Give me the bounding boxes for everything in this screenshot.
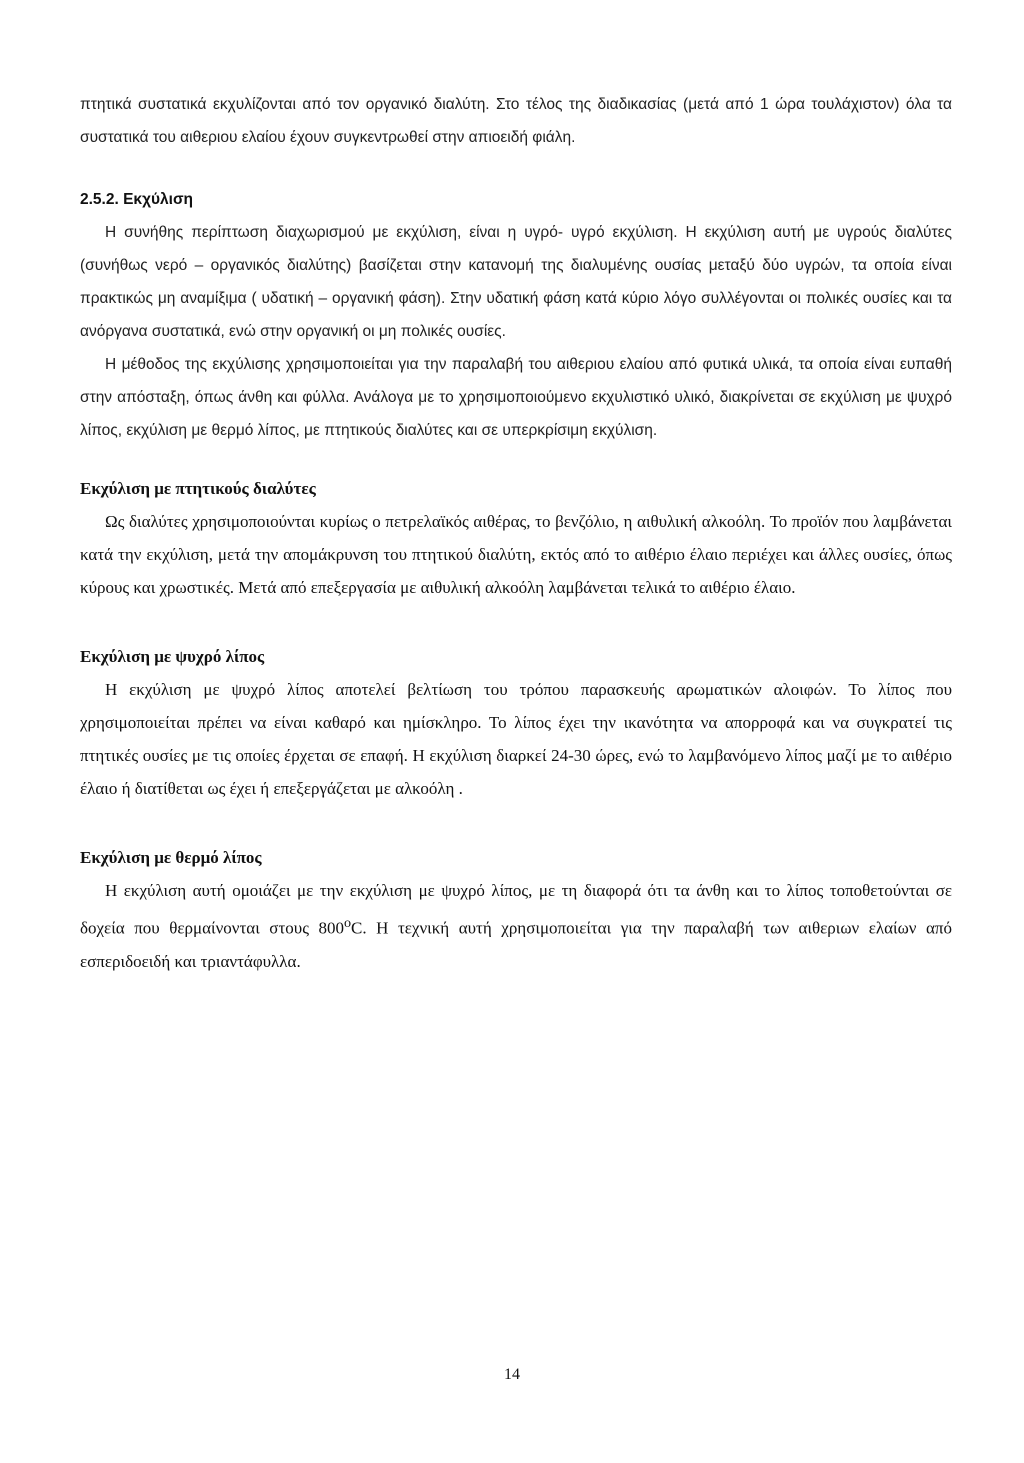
hot-fat-text-after: C. Η τεχνική αυτή χρησιμοποιείται για την παραλαβή των αιθεριων ελαίων από εσπεριδοειδή και τριαντάφυλλα. [80,918,952,971]
extraction-paragraph-1: Η συνήθης περίπτωση διαχωρισμού με εκχύλιση, είναι η υγρό- υγρό εκχύλιση. Η εκχύλιση αυτή με υγρούς διαλύτες (συνήθως νερό – οργανικός διαλύτης) βασίζεται στην κατανομή της διαλυμένης ουσίας μεταξύ δύο υγρών, τα οποία είναι πρακτικώς μη αναμίξιμα ( υδατική – οργανική φάση). Στην υδατική φάση κατά κύριο λόγο συλλέγονται οι πολικές ουσίες και τα ανόργανα συστατικά, ενώ στην οργανική οι μη πολικές ουσίες. [80,224,952,340]
section-heading-2-5-2: 2.5.2. Εκχύλιση [80,191,194,208]
spacer [80,154,952,183]
spacer [80,805,952,841]
hot-fat-paragraph [80,874,952,978]
extraction-paragraph-2: Η μέθοδος της εκχύλισης χρησιμοποιείται για την παραλαβή του αιθεριου ελαίου από φυτικά υλικά, τα οποία είναι ευπαθή στην απόσταξη, όπως άνθη και φύλλα. Ανάλογα με το χρησιμοποιούμενο εκχυλιστικό υλικό, διακρίνεται σε εκχύλιση με ψυχρό λίπος, εκχύλιση με θερμό λίπος, με πτητικούς διαλύτες και σε υπερκρίσιμη εκχύλιση. [80,356,952,439]
cold-fat-heading: Εκχύλιση με ψυχρό λίπος [80,647,265,666]
hot-fat-text-before: Η εκχύλιση αυτή ομοιάζει με την εκχύλιση με ψυχρό λίπος, με τη διαφορά ότι τα άνθη και το λίπος τοποθετούνται σε δοχεία που θερμαίνονται στους 800 [80,881,952,938]
volatile-solvents-heading: Εκχύλιση με πτητικούς διαλύτες [80,479,316,498]
spacer [80,447,952,472]
degree-superscript: o [343,915,352,931]
document-page [80,88,952,978]
cold-fat-paragraph: Η εκχύλιση με ψυχρό λίπος αποτελεί βελτίωση του τρόπου παρασκευής αρωματικών αλοιφών. Το λίπος που χρησιμοποιείται πρέπει να είναι καθαρό και ημίσκληρο. Το λίπος έχει την ικανότητα να απορροφά και να συγκρατεί τις πτητικές ουσίες με τις οποίες έρχεται σε επαφή. Η εκχύλιση διαρκεί 24-30 ώρες, ενώ το λαμβανόμενο λίπος μαζί με το αιθέριο έλαιο ή διατίθεται ως έχει ή επεξεργάζεται με αλκοόλη . [80,680,952,798]
volatile-solvents-paragraph: Ως διαλύτες χρησιμοποιούνται κυρίως ο πετρελαϊκός αιθέρας, το βενζόλιο, η αιθυλική αλκοόλη. Το προϊόν που λαμβάνεται κατά την εκχύλιση, μετά την απομάκρυνση του πτητικού διαλύτη, εκτός από το αιθέριο έλαιο περιέχει και άλλες ουσίες, όπως κύρους και χρωστικές. Μετά από επεξεργασία με αιθυλική αλκοόλη λαμβάνεται τελικά το αιθέριο έλαιο. [80,512,952,597]
spacer [80,604,952,640]
hot-fat-heading: Εκχύλιση με θερμό λίπος [80,848,262,867]
intro-paragraph: πτητικά συστατικά εκχυλίζονται από τον οργανικό διαλύτη. Στο τέλος της διαδικασίας (μετά από 1 ώρα τουλάχιστον) όλα τα συστατικά του αιθεριου ελαίου έχουν συγκεντρωθεί στην απιοειδή φιάλη. [80,96,952,146]
page-number: 14 [504,1366,520,1383]
